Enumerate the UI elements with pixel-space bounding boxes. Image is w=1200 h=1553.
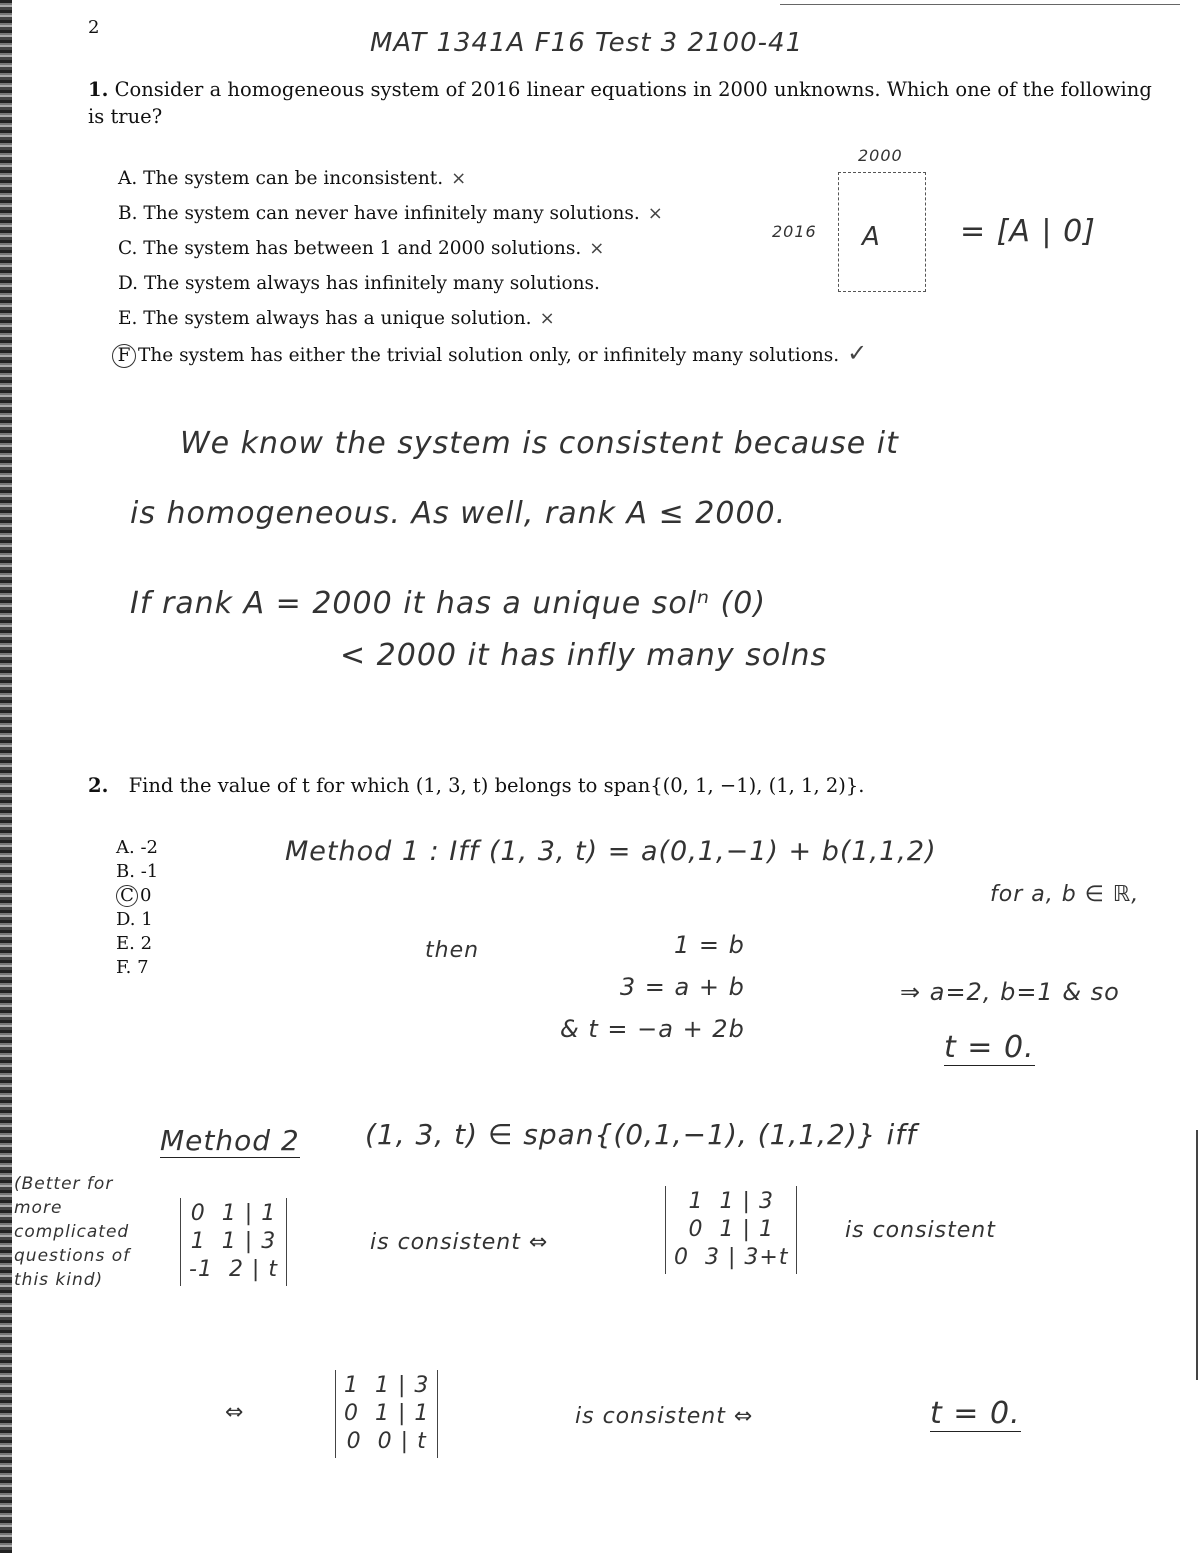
is-consistent-1: is consistent ⇔ <box>370 1230 549 1255</box>
then-label: then <box>425 938 480 963</box>
augmented-matrix-1: 0 1 | 1 1 1 | 3 -1 2 | t <box>180 1198 287 1286</box>
choice-text: The system always has a unique solution. <box>143 308 532 329</box>
question-text: Find the value of t for which (1, 3, t) belongs to span{(0, 1, −1), (1, 1, 2)}. <box>128 774 865 797</box>
sketch-center-label: A <box>862 222 881 252</box>
sketch-left-label: 2016 <box>772 222 817 241</box>
method-1-line-1: Method 1 : Iff (1, 3, t) = a(0,1,−1) + b(1,1,2) <box>285 836 937 867</box>
wrong-mark: × <box>451 168 467 189</box>
choice-list <box>118 166 867 368</box>
q2-choice-list <box>116 836 158 980</box>
q1-note-line-2: is homogeneous. As well, rank A ≤ 2000. <box>130 496 787 531</box>
method-1-answer: t = 0. <box>944 1030 1035 1065</box>
choice-label: E. <box>118 308 138 329</box>
top-rule <box>780 4 1180 5</box>
scan-edge <box>0 0 12 1553</box>
choice-text: The system has either the trivial solution only, or infinitely many solutions. <box>138 345 840 366</box>
question-text: Consider a homogeneous system of 2016 linear equations in 2000 unknowns. Which one of the following is true? <box>88 78 1152 128</box>
wrong-mark: × <box>539 308 555 329</box>
question-2 <box>88 772 864 799</box>
choice-label: A. <box>118 168 138 189</box>
margin-note: (Better for more complicated questions of this kind) <box>14 1174 131 1290</box>
choice-c <box>118 236 867 261</box>
augmented-matrix-3: 1 1 | 3 0 1 | 1 0 0 | t <box>335 1370 438 1458</box>
choice-text: The system can never have infinitely many solutions. <box>143 203 640 224</box>
is-consistent-3: is consistent ⇔ <box>575 1404 754 1429</box>
equivalence-arrow: ⇔ <box>225 1400 245 1425</box>
method-1-line-2: for a, b ∈ ℝ, <box>990 882 1140 907</box>
question-number: 1. <box>88 78 109 101</box>
equation: 1 = b <box>673 931 745 959</box>
method-1-conclusion: ⇒ a=2, b=1 & so <box>900 978 1120 1006</box>
augmented-matrix-2: 1 1 | 3 0 1 | 1 0 3 | 3+t <box>665 1186 797 1274</box>
wrong-mark: × <box>589 238 605 259</box>
q1-note-line-3: If rank A = 2000 it has a unique solⁿ (0) <box>130 586 767 621</box>
page-number: 2 <box>88 17 100 38</box>
q2-choice-f: F. 7 <box>116 957 149 978</box>
q1-note-line-4: < 2000 it has infly many solns <box>340 638 828 673</box>
equation: 3 = a + b <box>619 973 745 1001</box>
q2-choice-b: B. -1 <box>116 861 159 882</box>
q2-choice-d: D. 1 <box>116 909 153 930</box>
sketch-right-label: = [A | 0] <box>960 214 1096 249</box>
circled-answer: C <box>116 885 138 907</box>
sketch-top-label: 2000 <box>858 146 903 165</box>
method-2-line-1: (1, 3, t) ∈ span{(0,1,−1), (1,1,2)} iff <box>365 1118 917 1151</box>
choice-b <box>118 201 867 226</box>
choice-f-selected <box>118 341 867 368</box>
equation: & t = −a + 2b <box>560 1015 745 1043</box>
q2-choice-c-selected: C 0 <box>116 884 158 908</box>
choice-text: The system can be inconsistent. <box>143 168 444 189</box>
question-number: 2. <box>88 774 109 797</box>
handwritten-header: MAT 1341A F16 Test 3 2100-41 <box>370 28 804 58</box>
choice-e <box>118 306 867 331</box>
method-1-equations <box>560 924 745 1050</box>
circled-answer: F <box>112 344 136 368</box>
choice-label: B. <box>118 203 138 224</box>
wrong-mark: × <box>647 203 663 224</box>
is-consistent-2: is consistent <box>845 1218 996 1243</box>
q1-note-line-1: We know the system is consistent because it <box>180 426 899 461</box>
choice-text: The system always has infinitely many solutions. <box>143 273 600 294</box>
choice-a <box>118 166 867 191</box>
choice-d <box>118 271 867 296</box>
check-mark: ✓ <box>847 339 868 367</box>
choice-label: D. <box>118 273 139 294</box>
choice-text: The system has between 1 and 2000 solutions. <box>143 238 582 259</box>
right-edge-mark <box>1196 1130 1198 1380</box>
q2-choice-e: E. 2 <box>116 933 153 954</box>
choice-label: C. <box>118 238 138 259</box>
method-2-answer: t = 0. <box>930 1396 1021 1431</box>
question-1 <box>88 76 1163 130</box>
matrix-sketch <box>838 172 926 292</box>
method-2-title: Method 2 <box>160 1124 300 1157</box>
q2-choice-a: A. -2 <box>116 837 159 858</box>
